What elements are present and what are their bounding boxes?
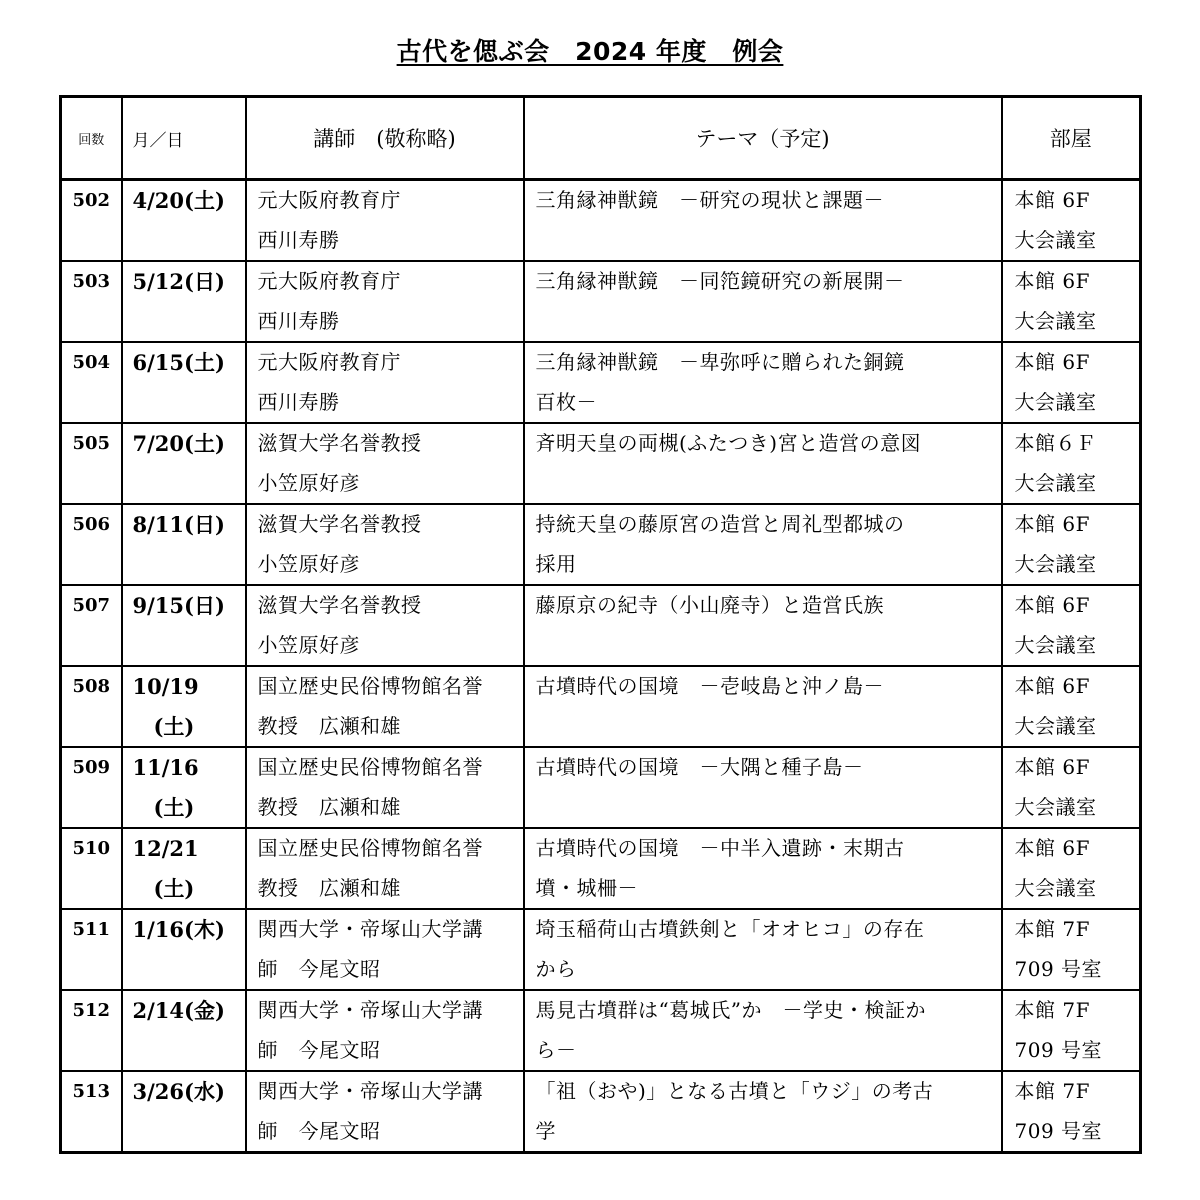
table-body: [61, 180, 1141, 1153]
lecturer-cell: 関西大学・帝塚山大学講 師 今尾文昭: [246, 909, 524, 990]
session-number-cell: 508: [61, 666, 122, 747]
table-row: [61, 342, 1141, 423]
lecturer-cell: 滋賀大学名誉教授 小笠原好彦: [246, 504, 524, 585]
page-title-text: 古代を偲ぶ会 2024 年度 例会: [396, 37, 784, 66]
table-row: [61, 909, 1141, 990]
page-title: [0, 32, 1180, 68]
lecturer-cell: 元大阪府教育庁 西川寿勝: [246, 342, 524, 423]
table-row: [61, 666, 1141, 747]
table-row: [61, 585, 1141, 666]
lecturer-cell: 滋賀大学名誉教授 小笠原好彦: [246, 423, 524, 504]
room-cell: 本館 7F 709 号室: [1002, 909, 1141, 990]
table-row: [61, 180, 1141, 262]
room-cell: 本館 6F 大会議室: [1002, 342, 1141, 423]
table-row: [61, 747, 1141, 828]
table-row: [61, 261, 1141, 342]
theme-cell: 三角縁神獣鏡 －研究の現状と課題－: [524, 180, 1002, 262]
session-date-cell: 10/19 (土): [122, 666, 246, 747]
header-row: [61, 97, 1141, 180]
table-row: [61, 828, 1141, 909]
session-date-cell: 1/16(木): [122, 909, 246, 990]
theme-cell: 藤原京の紀寺（小山廃寺）と造営氏族: [524, 585, 1002, 666]
header-date: 月／日: [122, 97, 246, 180]
session-number-cell: 510: [61, 828, 122, 909]
room-cell: 本館６Ｆ 大会議室: [1002, 423, 1141, 504]
session-date-cell: 8/11(日): [122, 504, 246, 585]
lecturer-cell: 元大阪府教育庁 西川寿勝: [246, 180, 524, 262]
lecturer-cell: 滋賀大学名誉教授 小笠原好彦: [246, 585, 524, 666]
session-number-cell: 511: [61, 909, 122, 990]
header-room: 部屋: [1002, 97, 1141, 180]
table-row: [61, 990, 1141, 1071]
theme-cell: 持統天皇の藤原宮の造営と周礼型都城の 採用: [524, 504, 1002, 585]
session-number-cell: 507: [61, 585, 122, 666]
table-row: [61, 504, 1141, 585]
session-number-cell: 509: [61, 747, 122, 828]
session-date-cell: 5/12(日): [122, 261, 246, 342]
theme-cell: 馬見古墳群は“葛城氏”か －学史・検証か ら－: [524, 990, 1002, 1071]
schedule-table: [59, 95, 1142, 1154]
header-theme: テーマ（予定): [524, 97, 1002, 180]
room-cell: 本館 6F 大会議室: [1002, 828, 1141, 909]
lecturer-cell: 国立歴史民俗博物館名誉 教授 広瀬和雄: [246, 747, 524, 828]
lecturer-cell: 国立歴史民俗博物館名誉 教授 広瀬和雄: [246, 666, 524, 747]
session-number-cell: 503: [61, 261, 122, 342]
table-row: [61, 423, 1141, 504]
session-number-cell: 513: [61, 1071, 122, 1153]
session-date-cell: 7/20(土): [122, 423, 246, 504]
theme-cell: 埼玉稲荷山古墳鉄剣と「オオヒコ」の存在 から: [524, 909, 1002, 990]
room-cell: 本館 6F 大会議室: [1002, 180, 1141, 262]
theme-cell: 古墳時代の国境 －中半入遺跡・末期古 墳・城柵－: [524, 828, 1002, 909]
session-date-cell: 9/15(日): [122, 585, 246, 666]
table-row: [61, 1071, 1141, 1153]
room-cell: 本館 6F 大会議室: [1002, 504, 1141, 585]
lecturer-cell: 元大阪府教育庁 西川寿勝: [246, 261, 524, 342]
session-number-cell: 502: [61, 180, 122, 262]
room-cell: 本館 6F 大会議室: [1002, 747, 1141, 828]
session-date-cell: 4/20(土): [122, 180, 246, 262]
room-cell: 本館 7F 709 号室: [1002, 990, 1141, 1071]
theme-cell: 三角縁神獣鏡 －同笵鏡研究の新展開－: [524, 261, 1002, 342]
session-number-cell: 506: [61, 504, 122, 585]
theme-cell: 三角縁神獣鏡 －卑弥呼に贈られた銅鏡 百枚－: [524, 342, 1002, 423]
theme-cell: 古墳時代の国境 －大隅と種子島－: [524, 747, 1002, 828]
theme-cell: 斉明天皇の両槻(ふたつき)宮と造営の意図: [524, 423, 1002, 504]
session-date-cell: 6/15(土): [122, 342, 246, 423]
session-date-cell: 3/26(水): [122, 1071, 246, 1153]
lecturer-cell: 国立歴史民俗博物館名誉 教授 広瀬和雄: [246, 828, 524, 909]
theme-cell: 古墳時代の国境 －壱岐島と沖ノ島－: [524, 666, 1002, 747]
theme-cell: 「祖（おや)」となる古墳と「ウジ」の考古 学: [524, 1071, 1002, 1153]
header-lecturer: 講師 (敬称略): [246, 97, 524, 180]
session-number-cell: 512: [61, 990, 122, 1071]
lecturer-cell: 関西大学・帝塚山大学講 師 今尾文昭: [246, 1071, 524, 1153]
session-number-cell: 505: [61, 423, 122, 504]
lecturer-cell: 関西大学・帝塚山大学講 師 今尾文昭: [246, 990, 524, 1071]
session-number-cell: 504: [61, 342, 122, 423]
room-cell: 本館 7F 709 号室: [1002, 1071, 1141, 1153]
room-cell: 本館 6F 大会議室: [1002, 261, 1141, 342]
session-date-cell: 12/21 (土): [122, 828, 246, 909]
room-cell: 本館 6F 大会議室: [1002, 585, 1141, 666]
header-num: 回数: [61, 97, 122, 180]
session-date-cell: 11/16 (土): [122, 747, 246, 828]
room-cell: 本館 6F 大会議室: [1002, 666, 1141, 747]
session-date-cell: 2/14(金): [122, 990, 246, 1071]
